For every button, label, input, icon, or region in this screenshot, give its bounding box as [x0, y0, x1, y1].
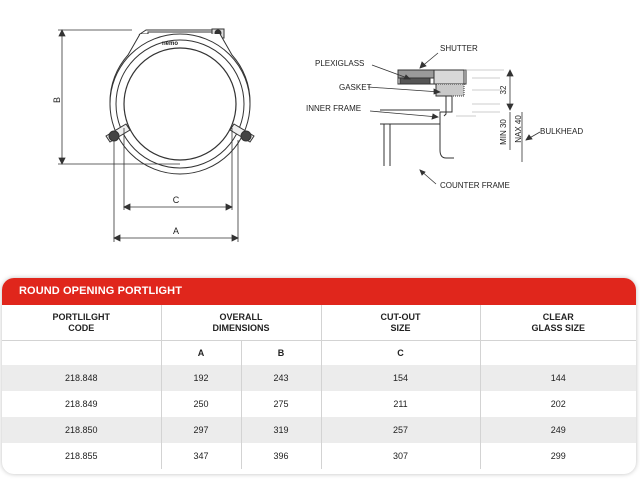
cell-c: 257	[321, 417, 480, 443]
cell-code: 218.849	[2, 391, 161, 417]
cell-clear: 144	[480, 365, 636, 391]
header-cutout	[321, 305, 480, 341]
dimension-b-label: B	[52, 96, 62, 104]
table-header-row	[2, 305, 636, 341]
cell-a: 250	[161, 391, 241, 417]
header-code	[2, 305, 161, 341]
dimension-max40: NAX 40	[514, 115, 523, 143]
cell-code: 218.850	[2, 417, 161, 443]
label-bulkhead: BULKHEAD	[540, 127, 584, 136]
subheader-a: A	[161, 341, 241, 366]
cell-clear: 299	[550, 451, 566, 461]
cell-b: 275	[241, 391, 321, 417]
header-overall-text: OVERALL DIMENSIONS	[212, 311, 270, 333]
table-row	[2, 443, 636, 469]
header-overall	[161, 305, 321, 341]
cell-clear: 202	[550, 399, 566, 409]
cell-clear: 249	[480, 417, 636, 443]
cell-a: 347	[161, 443, 241, 469]
cell-code: 218.848	[2, 365, 161, 391]
cell-b: 319	[241, 417, 321, 443]
subheader-b: B	[241, 341, 321, 366]
table-row	[2, 365, 636, 391]
cell-a: 297	[161, 417, 241, 443]
dimension-c-label: C	[172, 195, 180, 205]
dimension-32: 32	[499, 85, 508, 95]
label-inner-frame: INNER FRAME	[306, 104, 362, 113]
cell-code: 218.855	[2, 443, 161, 469]
cell-c: 154	[321, 365, 480, 391]
dimension-min30: MIN 30	[499, 119, 508, 145]
cell-c: 211	[321, 391, 480, 417]
header-code-text: PORTLILGHT CODE	[52, 311, 110, 333]
cell-b: 396	[241, 443, 321, 469]
cell-b: 243	[241, 365, 321, 391]
header-cutout-text: CUT-OUT SIZE	[380, 311, 421, 333]
spec-table-card	[2, 278, 636, 474]
dimension-a-label: A	[172, 226, 180, 236]
label-counter-frame: COUNTER FRAME	[440, 181, 510, 190]
label-shutter: SHUTTER	[440, 44, 478, 53]
header-clear	[480, 305, 636, 341]
cell-a: 192	[161, 365, 241, 391]
label-gasket: GASKET	[339, 83, 372, 92]
subheader-empty	[2, 341, 161, 366]
spec-table	[2, 305, 636, 469]
table-row	[2, 417, 636, 443]
table-row	[2, 391, 636, 417]
cell-c: 307	[321, 443, 480, 469]
brand-mark: nemo	[161, 41, 179, 47]
header-clear-text: CLEAR GLASS SIZE	[531, 311, 585, 333]
subheader-clear-empty	[480, 341, 636, 366]
table-subheader-row	[2, 341, 636, 366]
label-plexiglass: PLEXIGLASS	[315, 59, 365, 68]
subheader-c: C	[321, 341, 480, 366]
portlight-section-view	[380, 70, 466, 166]
table-title: ROUND OPENING PORTLIGHT	[2, 278, 636, 305]
